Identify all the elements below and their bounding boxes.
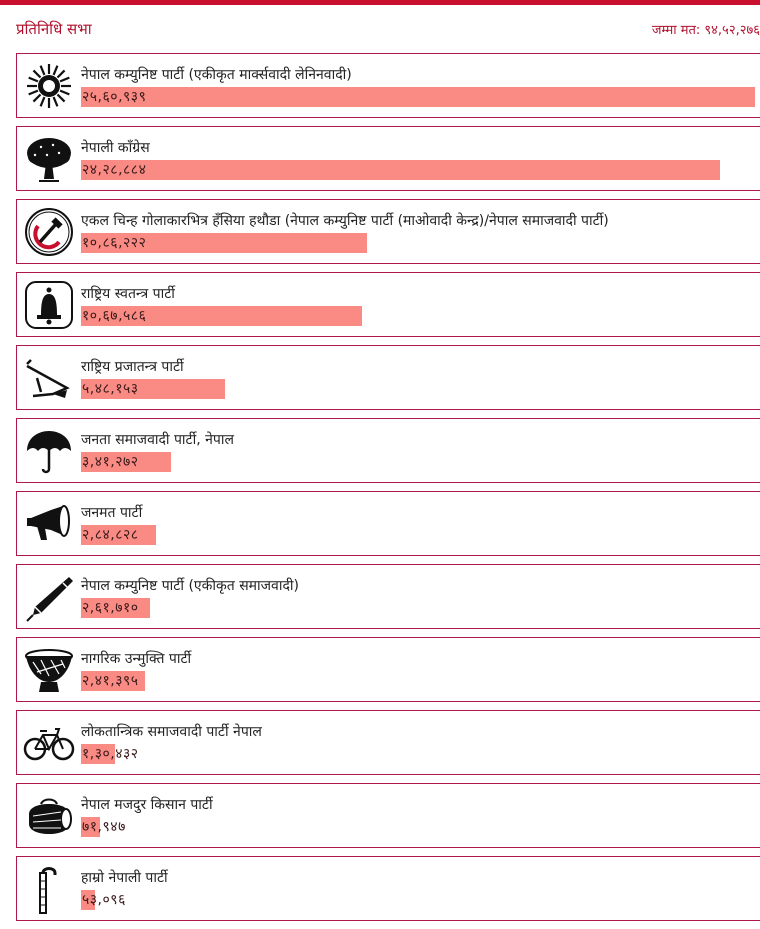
party-name: हाम्रो नेपाली पार्टी xyxy=(81,870,168,886)
vote-count: ५३,०९६ xyxy=(82,892,126,908)
pen-icon xyxy=(23,571,75,623)
party-name: राष्ट्रिय स्वतन्त्र पार्टी xyxy=(81,286,175,302)
hammer-sickle-icon xyxy=(23,206,75,258)
party-card xyxy=(16,710,760,775)
results-header xyxy=(0,5,760,49)
vote-count: २,६१,७१० xyxy=(82,600,139,616)
walking-stick-icon xyxy=(23,863,75,915)
tree-icon xyxy=(23,133,75,185)
vote-bar xyxy=(81,160,720,180)
party-name: नेपाल कम्युनिष्ट पार्टी (एकीकृत समाजवादी) xyxy=(81,578,299,594)
basket-icon xyxy=(23,644,75,696)
party-card xyxy=(16,856,760,921)
party-name: नेपाल कम्युनिष्ट पार्टी (एकीकृत मार्क्सवादी लेनिनवादी) xyxy=(81,67,352,83)
vote-count: १०,६७,५८६ xyxy=(82,308,147,324)
party-card xyxy=(16,491,760,556)
party-name: लोकतान्त्रिक समाजवादी पार्टी नेपाल xyxy=(81,724,262,740)
party-list xyxy=(16,53,760,929)
vote-bar xyxy=(81,87,755,107)
vote-count: २५,६०,९३९ xyxy=(82,89,147,105)
party-card xyxy=(16,564,760,629)
party-name: नेपाल मजदुर किसान पार्टी xyxy=(81,797,213,813)
madal-drum-icon xyxy=(23,790,75,842)
party-name: जनता समाजवादी पार्टी, नेपाल xyxy=(81,432,234,448)
bell-icon xyxy=(23,279,75,331)
vote-count: ३,४१,२७२ xyxy=(82,454,139,470)
party-name: जनमत पार्टी xyxy=(81,505,143,521)
party-card xyxy=(16,637,760,702)
party-card xyxy=(16,272,760,337)
party-card xyxy=(16,199,760,264)
bicycle-icon xyxy=(23,717,75,769)
vote-count: २४,२८,८८४ xyxy=(82,162,147,178)
vote-count: ५,४८,१५३ xyxy=(82,381,139,397)
party-name: नेपाली काँग्रेस xyxy=(81,140,150,156)
party-card xyxy=(16,53,760,118)
party-card xyxy=(16,345,760,410)
house-title: प्रतिनिधि सभा xyxy=(16,20,92,38)
party-card xyxy=(16,126,760,191)
vote-count: १,३०,४३२ xyxy=(82,746,139,762)
total-votes: जम्मा मत: ९४,५२,२७६ xyxy=(651,23,760,38)
party-card xyxy=(16,783,760,848)
sun-icon xyxy=(23,60,75,112)
vote-count: २,८४,८२८ xyxy=(82,527,139,543)
vote-count: १०,८६,२२२ xyxy=(82,235,147,251)
vote-count: ७१,९४७ xyxy=(82,819,126,835)
party-name: राष्ट्रिय प्रजातन्त्र पार्टी xyxy=(81,359,184,375)
umbrella-icon xyxy=(23,425,75,477)
vote-count: २,४१,३९५ xyxy=(82,673,139,689)
megaphone-icon xyxy=(23,498,75,550)
party-card xyxy=(16,418,760,483)
plough-icon xyxy=(23,352,75,404)
party-name: एकल चिन्ह गोलाकारभित्र हँसिया हथौडा (नेपाल कम्युनिष्ट पार्टी (माओवादी केन्द्र)/नेपाल समाजवादी पार्टी) xyxy=(81,213,609,229)
party-name: नागरिक उन्मुक्ति पार्टी xyxy=(81,651,192,667)
